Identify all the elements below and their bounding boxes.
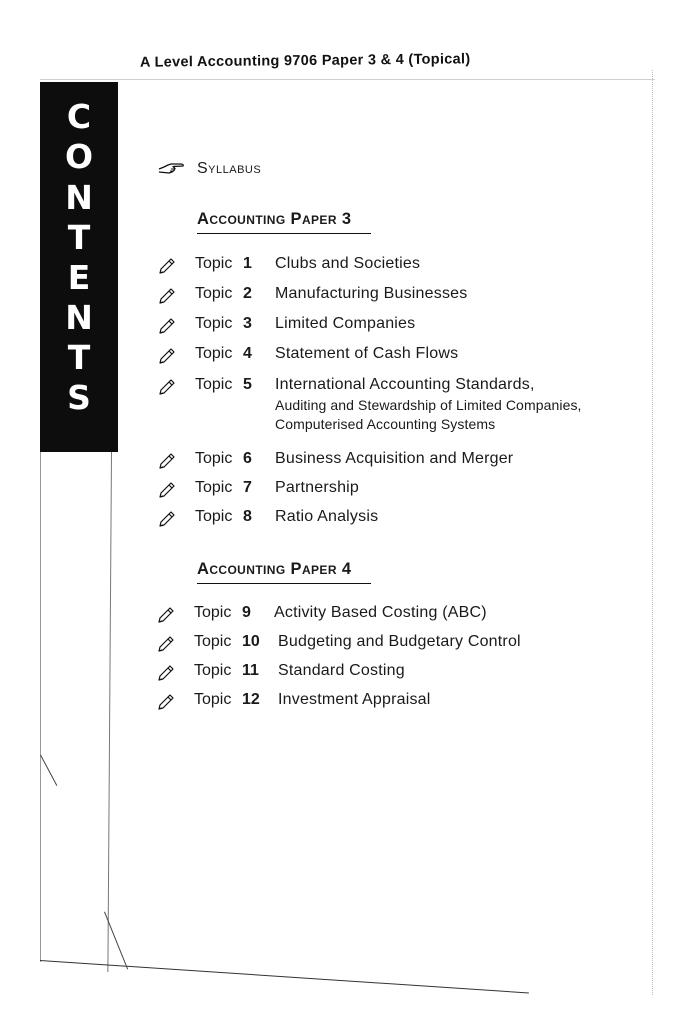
list-item-topic-11[interactable] <box>156 662 405 683</box>
topic-number: 12 <box>242 691 260 708</box>
pencil-icon <box>156 663 176 683</box>
topic-word: Topic <box>195 376 233 393</box>
syllabus-row[interactable] <box>157 160 261 178</box>
topic-word: Topic <box>195 479 233 496</box>
contents-letter: O <box>64 137 94 176</box>
pencil-icon <box>157 451 177 471</box>
topic-title: International Accounting Standards, <box>275 376 535 393</box>
list-item-topic-3[interactable] <box>157 315 415 336</box>
list-item-topic-6[interactable] <box>157 450 513 471</box>
list-item-topic-9[interactable] <box>156 604 487 625</box>
topic-number: 7 <box>243 479 252 496</box>
header-divider <box>40 79 655 80</box>
topic-subtitle: Computerised Accounting Systems <box>275 416 496 432</box>
topic-word: Topic <box>194 662 232 679</box>
topic-title: Budgeting and Budgetary Control <box>278 633 521 650</box>
topic-word: Topic <box>195 508 233 525</box>
topic-title: Ratio Analysis <box>275 508 379 525</box>
scan-scratch-mark <box>40 755 57 786</box>
list-item-topic-1[interactable] <box>157 255 420 276</box>
topic-number: 11 <box>242 662 259 679</box>
contents-letter: S <box>67 378 91 417</box>
contents-letter: T <box>67 218 91 257</box>
pencil-icon <box>157 256 177 276</box>
list-item-topic-8[interactable] <box>157 508 378 529</box>
pencil-icon <box>157 377 177 397</box>
topic-title: Investment Appraisal <box>278 691 431 708</box>
topic-number: 10 <box>242 633 260 650</box>
list-item-topic-5[interactable] <box>157 376 582 432</box>
pencil-icon <box>156 634 176 654</box>
topic-word: Topic <box>195 450 233 467</box>
contents-letter: T <box>67 338 91 377</box>
list-item-topic-10[interactable] <box>156 633 521 654</box>
contents-letter: E <box>67 258 91 297</box>
topic-word: Topic <box>195 345 233 362</box>
inner-margin-rule <box>107 452 112 972</box>
topic-word: Topic <box>195 315 233 332</box>
pencil-icon <box>157 316 177 336</box>
pencil-icon <box>157 480 177 500</box>
topic-title: Clubs and Societies <box>275 255 421 272</box>
topic-number: 4 <box>243 345 252 362</box>
topic-word: Topic <box>195 255 233 272</box>
pencil-icon <box>157 286 177 306</box>
topic-word: Topic <box>195 285 233 302</box>
topic-title: Limited Companies <box>275 315 416 332</box>
topic-title: Business Acquisition and Merger <box>275 450 514 467</box>
topic-title: Partnership <box>275 479 360 496</box>
topic-number: 6 <box>243 450 252 467</box>
contents-letter: C <box>66 97 92 136</box>
paper3-section-title: Accounting Paper 3 <box>197 210 371 234</box>
topic-word: Topic <box>194 604 232 621</box>
pointing-hand-icon <box>157 160 185 178</box>
list-item-topic-4[interactable] <box>157 345 458 366</box>
topic-title: Activity Based Costing (ABC) <box>274 604 487 621</box>
topic-word: Topic <box>194 633 232 650</box>
bottom-page-rule <box>40 960 529 993</box>
page-header-title: A Level Accounting 9706 Paper 3 & 4 (Topical) <box>139 51 471 71</box>
topic-number: 9 <box>242 604 251 621</box>
topic-word: Topic <box>194 691 232 708</box>
pencil-icon <box>156 605 176 625</box>
topic-subtitle: Auditing and Stewardship of Limited Companies, <box>275 397 582 413</box>
paper4-section-title: Accounting Paper 4 <box>197 560 371 584</box>
topic-number: 3 <box>243 315 252 332</box>
right-margin-rule <box>652 70 653 995</box>
topic-number: 2 <box>243 285 252 302</box>
topic-title: Statement of Cash Flows <box>275 345 459 362</box>
pencil-icon <box>156 692 176 712</box>
contents-letter: N <box>65 178 93 217</box>
contents-letter: N <box>65 298 93 337</box>
topic-title-block <box>275 376 582 432</box>
pencil-icon <box>157 509 177 529</box>
list-item-topic-2[interactable] <box>157 285 467 306</box>
contents-band <box>40 82 118 452</box>
syllabus-label: Syllabus <box>197 160 262 177</box>
topic-number: 1 <box>243 255 252 272</box>
topic-title: Standard Costing <box>278 662 405 679</box>
topic-number: 8 <box>243 508 252 525</box>
list-item-topic-7[interactable] <box>157 479 359 500</box>
pencil-icon <box>157 346 177 366</box>
left-margin-rule <box>40 452 41 962</box>
topic-number: 5 <box>243 376 252 393</box>
topic-title: Manufacturing Businesses <box>275 285 468 302</box>
list-item-topic-12[interactable] <box>156 691 431 712</box>
